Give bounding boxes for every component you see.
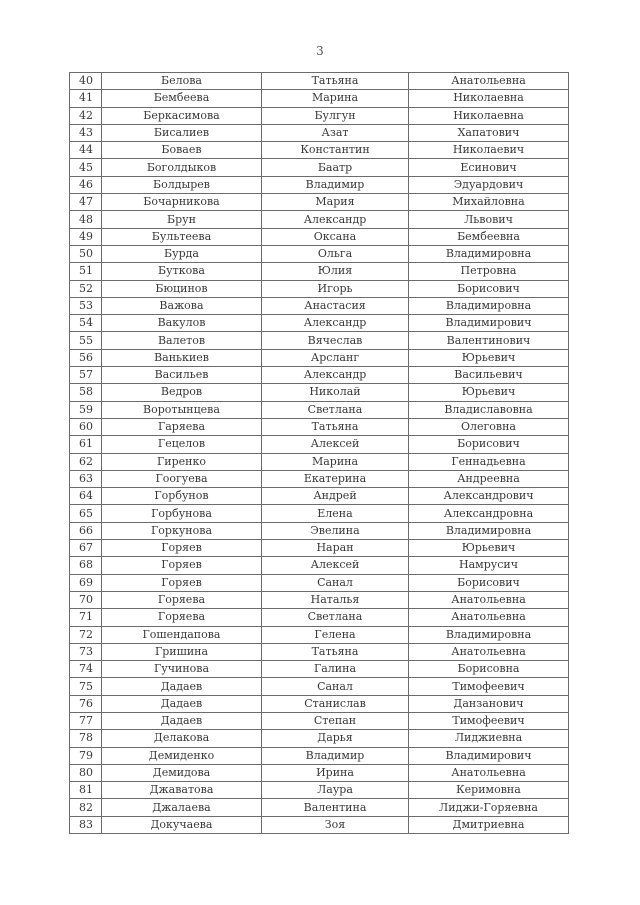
patronymic-cell: Николаевна [409, 90, 569, 107]
patronymic-cell: Эдуардович [409, 176, 569, 193]
last-name-cell: Гиренко [102, 453, 262, 470]
table-row [70, 678, 569, 695]
last-name-cell: Горяев [102, 574, 262, 591]
row-number-cell: 80 [70, 764, 102, 781]
last-name-cell: Горяев [102, 540, 262, 557]
row-number-cell: 74 [70, 661, 102, 678]
last-name-cell: Гошендапова [102, 626, 262, 643]
table-row [70, 211, 569, 228]
roster-table [69, 72, 569, 834]
row-number-cell: 70 [70, 591, 102, 608]
table-row [70, 367, 569, 384]
last-name-cell: Джаватова [102, 782, 262, 799]
row-number-cell: 58 [70, 384, 102, 401]
last-name-cell: Горяев [102, 557, 262, 574]
first-name-cell: Владимир [262, 747, 409, 764]
table-row [70, 540, 569, 557]
last-name-cell: Болдырев [102, 176, 262, 193]
patronymic-cell: Львович [409, 211, 569, 228]
last-name-cell: Горбунова [102, 505, 262, 522]
patronymic-cell: Николаевна [409, 107, 569, 124]
last-name-cell: Демиденко [102, 747, 262, 764]
table-row [70, 816, 569, 833]
table-row [70, 73, 569, 90]
last-name-cell: Горкунова [102, 522, 262, 539]
table-row [70, 401, 569, 418]
patronymic-cell: Васильевич [409, 367, 569, 384]
first-name-cell: Александр [262, 315, 409, 332]
patronymic-cell: Владимировна [409, 297, 569, 314]
first-name-cell: Валентина [262, 799, 409, 816]
row-number-cell: 55 [70, 332, 102, 349]
patronymic-cell: Владимирович [409, 315, 569, 332]
last-name-cell: Гришина [102, 643, 262, 660]
first-name-cell: Степан [262, 712, 409, 729]
first-name-cell: Татьяна [262, 73, 409, 90]
last-name-cell: Гучинова [102, 661, 262, 678]
first-name-cell: Мария [262, 194, 409, 211]
patronymic-cell: Хапатович [409, 124, 569, 141]
row-number-cell: 69 [70, 574, 102, 591]
first-name-cell: Наран [262, 540, 409, 557]
row-number-cell: 73 [70, 643, 102, 660]
last-name-cell: Горбунов [102, 488, 262, 505]
last-name-cell: Горяева [102, 591, 262, 608]
patronymic-cell: Геннадьевна [409, 453, 569, 470]
patronymic-cell: Анатольевна [409, 643, 569, 660]
row-number-cell: 82 [70, 799, 102, 816]
row-number-cell: 62 [70, 453, 102, 470]
table-row [70, 263, 569, 280]
first-name-cell: Николай [262, 384, 409, 401]
first-name-cell: Булгун [262, 107, 409, 124]
row-number-cell: 64 [70, 488, 102, 505]
row-number-cell: 78 [70, 730, 102, 747]
first-name-cell: Марина [262, 90, 409, 107]
table-row [70, 747, 569, 764]
patronymic-cell: Тимофеевич [409, 678, 569, 695]
first-name-cell: Анастасия [262, 297, 409, 314]
last-name-cell: Дадаев [102, 678, 262, 695]
row-number-cell: 79 [70, 747, 102, 764]
patronymic-cell: Юрьевич [409, 540, 569, 557]
table-row [70, 470, 569, 487]
row-number-cell: 45 [70, 159, 102, 176]
table-row [70, 349, 569, 366]
row-number-cell: 76 [70, 695, 102, 712]
table-row [70, 280, 569, 297]
patronymic-cell: Бембеевна [409, 228, 569, 245]
last-name-cell: Валетов [102, 332, 262, 349]
patronymic-cell: Александрович [409, 488, 569, 505]
patronymic-cell: Владиславовна [409, 401, 569, 418]
first-name-cell: Светлана [262, 401, 409, 418]
last-name-cell: Бембеева [102, 90, 262, 107]
last-name-cell: Брун [102, 211, 262, 228]
patronymic-cell: Борисович [409, 574, 569, 591]
table-row [70, 90, 569, 107]
table-row [70, 418, 569, 435]
last-name-cell: Дадаев [102, 695, 262, 712]
patronymic-cell: Николаевич [409, 142, 569, 159]
last-name-cell: Ванькиев [102, 349, 262, 366]
row-number-cell: 52 [70, 280, 102, 297]
row-number-cell: 65 [70, 505, 102, 522]
table-row [70, 661, 569, 678]
last-name-cell: Бочарникова [102, 194, 262, 211]
patronymic-cell: Намрусич [409, 557, 569, 574]
first-name-cell: Гелена [262, 626, 409, 643]
last-name-cell: Боголдыков [102, 159, 262, 176]
row-number-cell: 47 [70, 194, 102, 211]
row-number-cell: 63 [70, 470, 102, 487]
row-number-cell: 56 [70, 349, 102, 366]
first-name-cell: Галина [262, 661, 409, 678]
table-row [70, 712, 569, 729]
first-name-cell: Санал [262, 678, 409, 695]
table-row [70, 124, 569, 141]
last-name-cell: Воротынцева [102, 401, 262, 418]
last-name-cell: Важова [102, 297, 262, 314]
row-number-cell: 57 [70, 367, 102, 384]
first-name-cell: Оксана [262, 228, 409, 245]
table-row [70, 557, 569, 574]
row-number-cell: 66 [70, 522, 102, 539]
row-number-cell: 71 [70, 609, 102, 626]
last-name-cell: Докучаева [102, 816, 262, 833]
row-number-cell: 42 [70, 107, 102, 124]
row-number-cell: 51 [70, 263, 102, 280]
table-row [70, 245, 569, 262]
last-name-cell: Буткова [102, 263, 262, 280]
first-name-cell: Баатр [262, 159, 409, 176]
row-number-cell: 83 [70, 816, 102, 833]
patronymic-cell: Керимовна [409, 782, 569, 799]
table-row [70, 332, 569, 349]
table-row [70, 609, 569, 626]
last-name-cell: Гаряева [102, 418, 262, 435]
patronymic-cell: Олеговна [409, 418, 569, 435]
table-row [70, 782, 569, 799]
row-number-cell: 48 [70, 211, 102, 228]
row-number-cell: 75 [70, 678, 102, 695]
patronymic-cell: Тимофеевич [409, 712, 569, 729]
patronymic-cell: Валентинович [409, 332, 569, 349]
patronymic-cell: Есинович [409, 159, 569, 176]
row-number-cell: 60 [70, 418, 102, 435]
last-name-cell: Бюцинов [102, 280, 262, 297]
table-row [70, 522, 569, 539]
patronymic-cell: Анатольевна [409, 764, 569, 781]
table-row [70, 643, 569, 660]
patronymic-cell: Лиджи-Горяевна [409, 799, 569, 816]
first-name-cell: Зоя [262, 816, 409, 833]
table-row [70, 142, 569, 159]
first-name-cell: Светлана [262, 609, 409, 626]
last-name-cell: Бурда [102, 245, 262, 262]
first-name-cell: Ирина [262, 764, 409, 781]
patronymic-cell: Анатольевна [409, 591, 569, 608]
row-number-cell: 44 [70, 142, 102, 159]
row-number-cell: 40 [70, 73, 102, 90]
last-name-cell: Гоогуева [102, 470, 262, 487]
roster-table-body [70, 73, 569, 834]
patronymic-cell: Владимирович [409, 747, 569, 764]
row-number-cell: 43 [70, 124, 102, 141]
first-name-cell: Андрей [262, 488, 409, 505]
table-row [70, 194, 569, 211]
first-name-cell: Станислав [262, 695, 409, 712]
last-name-cell: Вакулов [102, 315, 262, 332]
row-number-cell: 81 [70, 782, 102, 799]
patronymic-cell: Анатольевна [409, 609, 569, 626]
patronymic-cell: Борисович [409, 436, 569, 453]
last-name-cell: Джалаева [102, 799, 262, 816]
table-row [70, 626, 569, 643]
patronymic-cell: Данзанович [409, 695, 569, 712]
row-number-cell: 53 [70, 297, 102, 314]
first-name-cell: Елена [262, 505, 409, 522]
patronymic-cell: Михайловна [409, 194, 569, 211]
row-number-cell: 49 [70, 228, 102, 245]
table-row [70, 488, 569, 505]
first-name-cell: Азат [262, 124, 409, 141]
table-row [70, 159, 569, 176]
patronymic-cell: Владимировна [409, 626, 569, 643]
last-name-cell: Демидова [102, 764, 262, 781]
last-name-cell: Гецелов [102, 436, 262, 453]
patronymic-cell: Борисович [409, 280, 569, 297]
row-number-cell: 50 [70, 245, 102, 262]
table-row [70, 574, 569, 591]
first-name-cell: Эвелина [262, 522, 409, 539]
last-name-cell: Горяева [102, 609, 262, 626]
first-name-cell: Вячеслав [262, 332, 409, 349]
last-name-cell: Белова [102, 73, 262, 90]
row-number-cell: 67 [70, 540, 102, 557]
table-row [70, 107, 569, 124]
last-name-cell: Бисалиев [102, 124, 262, 141]
first-name-cell: Татьяна [262, 418, 409, 435]
table-row [70, 591, 569, 608]
patronymic-cell: Петровна [409, 263, 569, 280]
table-row [70, 228, 569, 245]
last-name-cell: Беркасимова [102, 107, 262, 124]
patronymic-cell: Юрьевич [409, 349, 569, 366]
first-name-cell: Арсланг [262, 349, 409, 366]
patronymic-cell: Андреевна [409, 470, 569, 487]
last-name-cell: Дадаев [102, 712, 262, 729]
last-name-cell: Боваев [102, 142, 262, 159]
patronymic-cell: Лиджиевна [409, 730, 569, 747]
patronymic-cell: Юрьевич [409, 384, 569, 401]
last-name-cell: Делакова [102, 730, 262, 747]
first-name-cell: Алексей [262, 557, 409, 574]
patronymic-cell: Борисовна [409, 661, 569, 678]
last-name-cell: Васильев [102, 367, 262, 384]
table-row [70, 764, 569, 781]
first-name-cell: Дарья [262, 730, 409, 747]
first-name-cell: Ольга [262, 245, 409, 262]
patronymic-cell: Владимировна [409, 245, 569, 262]
table-row [70, 799, 569, 816]
first-name-cell: Владимир [262, 176, 409, 193]
row-number-cell: 46 [70, 176, 102, 193]
first-name-cell: Алексей [262, 436, 409, 453]
row-number-cell: 59 [70, 401, 102, 418]
patronymic-cell: Александровна [409, 505, 569, 522]
row-number-cell: 77 [70, 712, 102, 729]
table-row [70, 695, 569, 712]
first-name-cell: Игорь [262, 280, 409, 297]
table-row [70, 436, 569, 453]
patronymic-cell: Анатольевна [409, 73, 569, 90]
table-row [70, 505, 569, 522]
last-name-cell: Ведров [102, 384, 262, 401]
first-name-cell: Марина [262, 453, 409, 470]
patronymic-cell: Владимировна [409, 522, 569, 539]
last-name-cell: Бультеева [102, 228, 262, 245]
table-row [70, 297, 569, 314]
row-number-cell: 72 [70, 626, 102, 643]
first-name-cell: Екатерина [262, 470, 409, 487]
first-name-cell: Юлия [262, 263, 409, 280]
first-name-cell: Татьяна [262, 643, 409, 660]
row-number-cell: 41 [70, 90, 102, 107]
table-row [70, 315, 569, 332]
row-number-cell: 68 [70, 557, 102, 574]
table-row [70, 176, 569, 193]
first-name-cell: Санал [262, 574, 409, 591]
first-name-cell: Александр [262, 367, 409, 384]
row-number-cell: 61 [70, 436, 102, 453]
first-name-cell: Александр [262, 211, 409, 228]
page-number: 3 [316, 44, 324, 58]
first-name-cell: Наталья [262, 591, 409, 608]
first-name-cell: Лаура [262, 782, 409, 799]
patronymic-cell: Дмитриевна [409, 816, 569, 833]
table-row [70, 730, 569, 747]
row-number-cell: 54 [70, 315, 102, 332]
first-name-cell: Константин [262, 142, 409, 159]
table-row [70, 453, 569, 470]
table-row [70, 384, 569, 401]
